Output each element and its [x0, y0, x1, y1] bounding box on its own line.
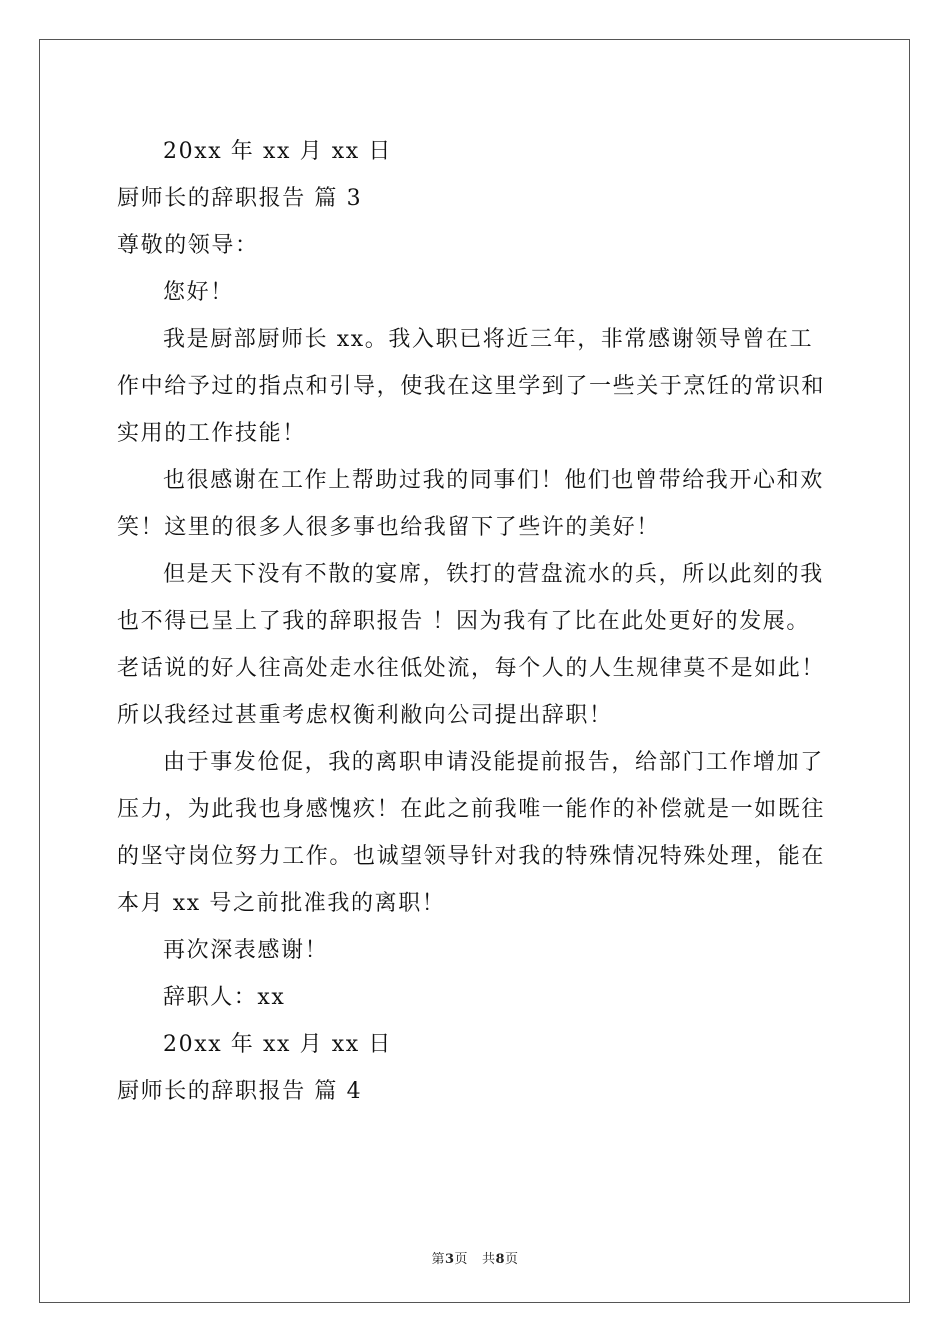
- body-line: 老话说的好人往高处走水往低处流，每个人的人生规律莫不是如此！: [117, 656, 826, 681]
- greeting: 您好！: [163, 280, 234, 305]
- total-suffix: 页: [505, 1252, 519, 1267]
- body-line: 实用的工作技能！: [117, 421, 306, 446]
- body-line: 作中给予过的指点和引导，使我在这里学到了一些关于烹饪的常识和: [117, 374, 826, 399]
- signature-line: 辞职人：xx: [163, 985, 286, 1010]
- date-line: 20xx 年 xx 月 xx 日: [163, 1032, 393, 1057]
- closing-thanks: 再次深表感谢！: [163, 938, 329, 963]
- total-pages: 8: [495, 1252, 506, 1267]
- page-footer: [0, 1248, 950, 1267]
- section-heading: 厨师长的辞职报告 篇 3: [117, 186, 363, 211]
- document-body: [117, 128, 837, 1115]
- date-line: 20xx 年 xx 月 xx 日: [163, 139, 393, 164]
- section-heading: 厨师长的辞职报告 篇 4: [117, 1079, 363, 1104]
- body-line: 压力，为此我也身感愧疚！在此之前我唯一能作的补偿就是一如既往: [117, 797, 826, 822]
- total-prefix: 共: [481, 1252, 496, 1267]
- body-line: 但是天下没有不散的宴席，铁打的营盘流水的兵，所以此刻的我: [163, 562, 824, 587]
- body-line: 也不得已呈上了我的辞职报告 ！因为我有了比在此处更好的发展。: [117, 609, 810, 634]
- salutation: 尊敬的领导：: [117, 233, 259, 258]
- body-line: 的坚守岗位努力工作。也诚望领导针对我的特殊情况特殊处理，能在: [117, 844, 826, 869]
- body-line: 也很感谢在工作上帮助过我的同事们！他们也曾带给我开心和欢: [163, 468, 824, 493]
- body-line: 所以我经过甚重考虑权衡利敝向公司提出辞职！: [117, 703, 613, 728]
- page-suffix: 页: [454, 1252, 469, 1267]
- body-line: 笑！这里的很多人很多事也给我留下了些许的美好！: [117, 515, 660, 540]
- body-line: 本月 xx 号之前批准我的离职！: [117, 891, 446, 916]
- body-line: 我是厨部厨师长 xx。我入职已将近三年，非常感谢领导曾在工: [163, 327, 814, 352]
- page-number: 3: [444, 1252, 455, 1267]
- body-line: 由于事发伧促，我的离职申请没能提前报告，给部门工作增加了: [163, 750, 824, 775]
- page-prefix: 第: [431, 1252, 445, 1267]
